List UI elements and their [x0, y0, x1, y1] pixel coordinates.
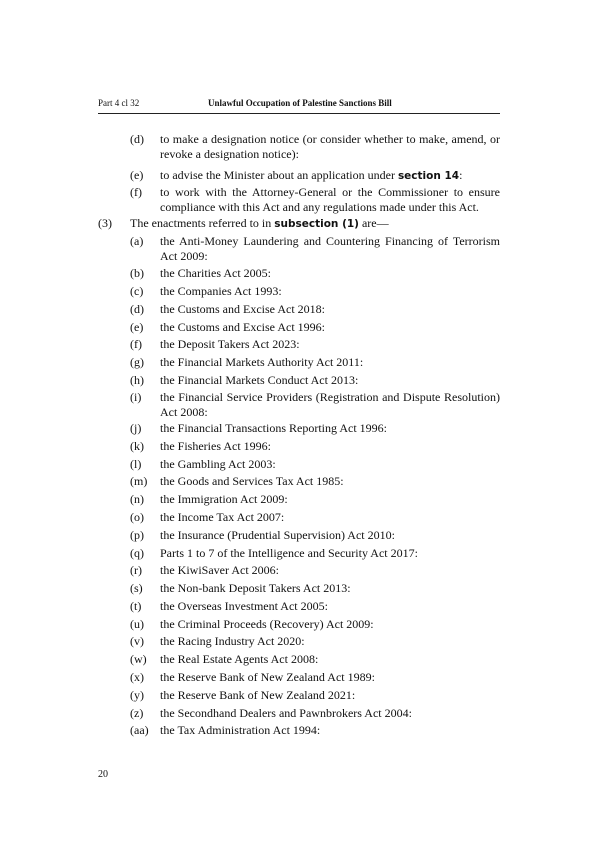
item-text: the Financial Markets Authority Act 2011: — [160, 355, 364, 369]
header-rule — [98, 113, 500, 114]
item-text: the KiwiSaver Act 2006: — [160, 563, 279, 577]
text-run: The enactments referred to in — [130, 216, 275, 230]
item-label: (l) — [130, 457, 142, 471]
item-label: (e) — [130, 320, 144, 334]
item-label: (t) — [130, 599, 142, 613]
item-label: (o) — [130, 510, 144, 524]
subsection-reference: subsection (1) — [274, 218, 359, 230]
subsection-text — [130, 216, 500, 232]
item-text: the Financial Service Providers (Registration and Dispute Resolution) Act 2008: — [160, 390, 500, 419]
item-text: the Companies Act 1993: — [160, 284, 282, 298]
bill-title: Unlawful Occupation of Palestine Sanctions Bill — [208, 98, 392, 108]
item-label: (p) — [130, 528, 144, 542]
item-label: (q) — [130, 546, 144, 560]
subsection-label: (3) — [98, 216, 112, 230]
item-text: the Insurance (Prudential Supervision) Act 2010: — [160, 528, 395, 542]
item-text: the Reserve Bank of New Zealand Act 1989: — [160, 670, 375, 684]
item-text: the Real Estate Agents Act 2008: — [160, 652, 319, 666]
item-text: the Customs and Excise Act 1996: — [160, 320, 325, 334]
item-label: (e) — [130, 168, 144, 182]
item-text: the Racing Industry Act 2020: — [160, 634, 305, 648]
text-run: : — [459, 168, 463, 182]
item-text: the Anti-Money Laundering and Countering Financing of Terrorism Act 2009: — [160, 234, 500, 263]
item-label: (v) — [130, 634, 144, 648]
page-number: 20 — [98, 769, 108, 780]
item-text: to make a designation notice (or consider whether to make, amend, or revoke a designation notice): — [160, 132, 500, 161]
item-text: the Reserve Bank of New Zealand 2021: — [160, 688, 356, 702]
item-label: (s) — [130, 581, 143, 595]
item-text: the Gambling Act 2003: — [160, 457, 276, 471]
item-text: the Non-bank Deposit Takers Act 2013: — [160, 581, 351, 595]
text-run: to advise the Minister about an application under — [160, 168, 398, 182]
item-label: (f) — [130, 337, 142, 351]
item-label: (u) — [130, 617, 144, 631]
item-label: (k) — [130, 439, 144, 453]
item-label: (z) — [130, 706, 144, 720]
item-label: (g) — [130, 355, 144, 369]
item-text: the Financial Markets Conduct Act 2013: — [160, 373, 359, 387]
item-label: (aa) — [130, 723, 149, 737]
item-text: the Fisheries Act 1996: — [160, 439, 271, 453]
item-label: (c) — [130, 284, 144, 298]
item-label: (r) — [130, 563, 142, 577]
item-text: the Goods and Services Tax Act 1985: — [160, 474, 344, 488]
item-label: (x) — [130, 670, 144, 684]
text-run: are— — [358, 216, 389, 230]
item-text: the Tax Administration Act 1994: — [160, 723, 321, 737]
item-text: the Deposit Takers Act 2023: — [160, 337, 300, 351]
item-label: (y) — [130, 688, 144, 702]
item-text: the Immigration Act 2009: — [160, 492, 288, 506]
part-clause-ref: Part 4 cl 32 — [98, 98, 140, 108]
running-header — [98, 98, 500, 112]
item-text: the Financial Transactions Reporting Act 1996: — [160, 421, 387, 435]
item-text: the Secondhand Dealers and Pawnbrokers Act 2004: — [160, 706, 412, 720]
item-label: (d) — [130, 302, 144, 316]
item-label: (a) — [130, 234, 144, 248]
item-text — [160, 168, 500, 184]
item-text: the Income Tax Act 2007: — [160, 510, 285, 524]
item-label: (h) — [130, 373, 144, 387]
item-text: to work with the Attorney-General or the Commissioner to ensure compliance with this Act and any regulations made under this Act. — [160, 185, 500, 214]
item-text: the Overseas Investment Act 2005: — [160, 599, 328, 613]
item-label: (w) — [130, 652, 147, 666]
item-text: the Customs and Excise Act 2018: — [160, 302, 325, 316]
item-label: (d) — [130, 132, 144, 146]
item-label: (n) — [130, 492, 144, 506]
item-text: the Charities Act 2005: — [160, 266, 271, 280]
item-label: (i) — [130, 390, 142, 404]
section-reference: section 14 — [397, 170, 460, 182]
item-label: (m) — [130, 474, 148, 488]
item-text: the Criminal Proceeds (Recovery) Act 2009: — [160, 617, 374, 631]
item-label: (f) — [130, 185, 142, 199]
item-label: (j) — [130, 421, 142, 435]
item-label: (b) — [130, 266, 144, 280]
item-text: Parts 1 to 7 of the Intelligence and Security Act 2017: — [160, 546, 418, 560]
